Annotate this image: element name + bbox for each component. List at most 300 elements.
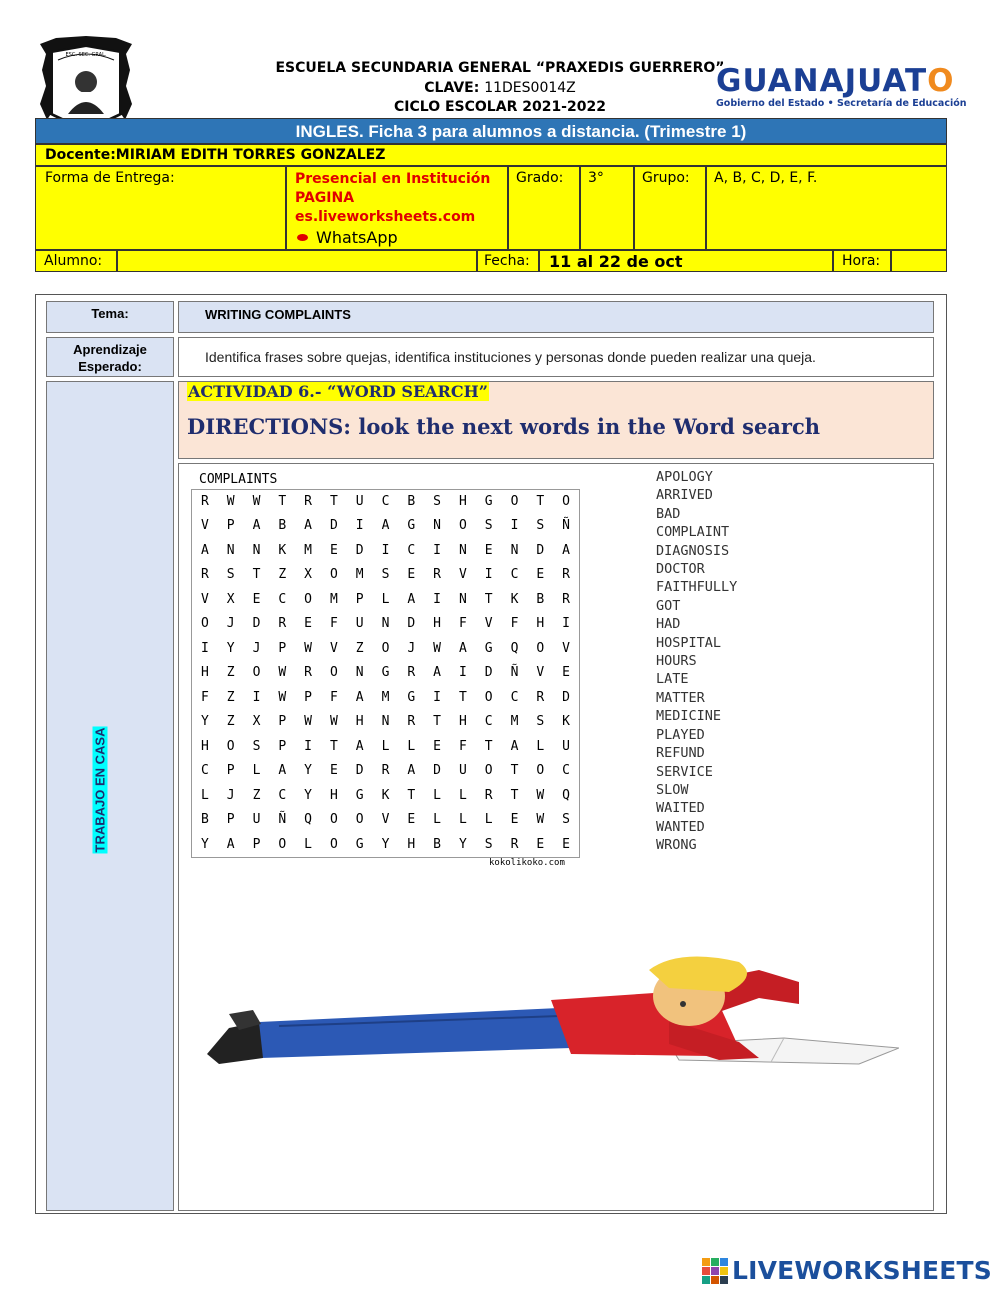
word-search-letter[interactable]: E	[407, 812, 416, 828]
word-search-letter[interactable]: O	[355, 812, 364, 828]
word-search-letter[interactable]: C	[407, 542, 416, 558]
word-search-letter[interactable]: T	[536, 494, 545, 509]
word-search-credit: kokolikoko.com	[489, 858, 565, 868]
word-search-letter[interactable]: V	[484, 616, 493, 632]
word-search-letter[interactable]: C	[381, 494, 390, 509]
word-search-letter[interactable]: P	[226, 518, 235, 534]
trabajo-vertical-label	[90, 715, 110, 865]
word-search-letter[interactable]: O	[226, 738, 235, 754]
word-search-letter[interactable]: B	[200, 812, 209, 828]
word-search-letter[interactable]: R	[510, 836, 519, 852]
word-search-letter[interactable]: A	[200, 542, 209, 558]
word-search-letter[interactable]: A	[252, 518, 261, 534]
grupo-value: A, B, C, D, E, F.	[714, 170, 818, 186]
word-search-letter[interactable]: B	[407, 494, 416, 509]
word-search-letter[interactable]: P	[355, 591, 364, 607]
forma-presencial: Presencial en Institución	[295, 171, 491, 187]
word-search-letter[interactable]: S	[226, 567, 235, 583]
word-search-letter[interactable]: F	[458, 616, 467, 632]
word-search-letter[interactable]: A	[355, 738, 364, 754]
word-search-letter[interactable]: R	[304, 665, 312, 681]
word-search-letter[interactable]: H	[200, 738, 209, 754]
word-search-letter[interactable]: U	[355, 616, 364, 632]
word-search-letter[interactable]: W	[536, 812, 545, 828]
word-search-letter[interactable]: D	[252, 616, 261, 632]
trabajo-label: TRABAJO EN CASA	[92, 727, 108, 853]
word-search-letter[interactable]: H	[536, 616, 545, 632]
word-search-letter[interactable]: W	[278, 665, 287, 681]
word-list-item: REFUND	[656, 745, 705, 762]
grado-value-cell	[580, 166, 634, 250]
word-list-item: DIAGNOSIS	[656, 542, 730, 559]
word-search-letter[interactable]: W	[329, 714, 338, 730]
word-search-letter[interactable]: P	[278, 714, 287, 730]
word-list-item: HAD	[656, 616, 681, 633]
word-search-letter[interactable]: L	[407, 738, 416, 754]
guanajuato-logo-subtitle: Gobierno del Estado • Secretaría de Educación	[716, 98, 967, 109]
activity-table	[35, 294, 947, 1214]
word-search-letter[interactable]: N	[381, 714, 390, 730]
hora-label: Hora:	[842, 253, 881, 269]
activity-banner: INGLES. Ficha 3 para alumnos a distancia. (Trimestre 1)	[35, 118, 947, 144]
word-search-letter[interactable]: L	[433, 812, 441, 828]
word-search-letter[interactable]: M	[381, 689, 390, 705]
word-search-letter[interactable]: C	[200, 763, 209, 779]
word-search-letter[interactable]: R	[407, 714, 416, 730]
word-search-letter[interactable]: B	[536, 591, 545, 607]
word-search-letter[interactable]: T	[278, 494, 287, 509]
word-search-letter[interactable]: E	[407, 567, 416, 583]
word-search-letter[interactable]: T	[510, 787, 519, 803]
word-search-letter[interactable]: B	[433, 836, 441, 852]
word-search-letter[interactable]: F	[329, 616, 338, 632]
aprendizaje-label	[47, 341, 173, 375]
word-search-letter[interactable]: L	[304, 836, 312, 852]
word-search-letter[interactable]: S	[484, 836, 493, 852]
word-search-letter[interactable]: Q	[510, 640, 519, 656]
word-search-letter[interactable]: U	[252, 812, 261, 828]
grupo-value-cell	[706, 166, 947, 250]
word-search-letter[interactable]: V	[329, 640, 338, 656]
aprendizaje-value: Identifica frases sobre quejas, identifica instituciones y personas donde pueden realizar una queja.	[205, 349, 816, 365]
word-list-item: COMPLAINT	[656, 524, 730, 541]
word-search-letter[interactable]: K	[278, 542, 287, 558]
liveworksheets-logo	[702, 1256, 992, 1285]
word-search-letter[interactable]: R	[484, 787, 493, 803]
word-search-letter[interactable]: N	[458, 542, 467, 558]
word-search-letter[interactable]: P	[278, 738, 287, 754]
word-search-letter[interactable]: V	[562, 640, 570, 656]
forma-pagina: PAGINA	[295, 190, 355, 206]
word-search-letter[interactable]: W	[278, 689, 287, 705]
word-list-item: HOSPITAL	[656, 634, 722, 651]
word-search-letter[interactable]: G	[484, 494, 493, 509]
word-search-letter[interactable]: P	[278, 640, 287, 656]
tema-label: Tema:	[91, 306, 129, 321]
word-search-letter[interactable]: P	[226, 812, 235, 828]
word-search-letter[interactable]: D	[433, 763, 441, 779]
word-search-letter[interactable]: L	[433, 787, 441, 803]
word-search-letter[interactable]: H	[200, 665, 209, 681]
word-search-letter[interactable]: J	[252, 640, 261, 656]
forma-label: Forma de Entrega:	[45, 170, 175, 186]
word-search-letter[interactable]: P	[252, 836, 261, 852]
activity-title: ACTIVIDAD 6.- “WORD SEARCH”	[188, 382, 488, 401]
school-clave	[240, 80, 760, 96]
word-search-letter[interactable]: J	[226, 616, 235, 632]
word-search-letter[interactable]: Ñ	[510, 665, 519, 681]
word-search-letter[interactable]: N	[458, 591, 467, 607]
guanajuato-logo-letter: U	[857, 63, 883, 99]
word-search-letter[interactable]: V	[381, 812, 390, 828]
hora-label-cell	[833, 250, 891, 272]
word-search-grid[interactable]	[191, 489, 580, 858]
aprendizaje-value-cell	[178, 337, 934, 377]
tema-value-cell	[178, 301, 934, 333]
word-search-letter[interactable]: C	[510, 689, 519, 705]
word-search-letter[interactable]: R	[562, 591, 570, 607]
word-search-letter[interactable]: Ñ	[562, 518, 570, 534]
word-search-letter[interactable]: K	[381, 787, 390, 803]
word-search-letter[interactable]: L	[458, 812, 467, 828]
grupo-label: Grupo:	[642, 170, 690, 186]
word-search-letter[interactable]: I	[510, 518, 519, 534]
word-search-letter[interactable]: C	[510, 567, 519, 583]
word-search-letter[interactable]: O	[278, 836, 287, 852]
word-search-letter[interactable]: A	[278, 763, 287, 779]
grado-label: Grado:	[516, 170, 564, 186]
word-search-letter[interactable]: A	[355, 689, 364, 705]
activity-directions: DIRECTIONS: look the next words in the Word search	[187, 414, 821, 439]
word-list-item: WRONG	[656, 837, 697, 854]
word-search-letter[interactable]: R	[200, 494, 209, 509]
word-search-letter[interactable]: A	[226, 836, 235, 852]
word-search-letter[interactable]: N	[433, 518, 441, 534]
word-search-letter[interactable]: Z	[252, 787, 261, 803]
word-search-letter[interactable]: L	[252, 763, 261, 779]
word-search-letter[interactable]: S	[536, 714, 545, 730]
word-search-letter[interactable]: W	[536, 787, 545, 803]
guanajuato-logo-letter: J	[844, 63, 858, 99]
word-search-letter[interactable]: I	[458, 665, 467, 681]
word-search-letter[interactable]: I	[433, 542, 441, 558]
word-search-letter[interactable]: L	[536, 738, 545, 754]
word-search-letter[interactable]: O	[381, 640, 390, 656]
word-search-letter[interactable]: C	[562, 763, 570, 779]
word-list-item: HOURS	[656, 653, 697, 670]
word-search-letter[interactable]: V	[200, 518, 209, 534]
word-search-letter[interactable]: O	[484, 689, 493, 705]
word-search-letter[interactable]: O	[458, 518, 467, 534]
word-search-letter[interactable]: V	[458, 567, 467, 583]
word-search-letter[interactable]: Y	[304, 763, 312, 779]
word-search-letter[interactable]: H	[458, 494, 467, 509]
word-search-letter[interactable]: H	[329, 787, 338, 803]
word-search-letter[interactable]: O	[329, 812, 338, 828]
word-search-letter[interactable]: E	[562, 665, 570, 681]
word-search-letter[interactable]: O	[562, 494, 570, 509]
word-search-letter[interactable]: R	[304, 494, 312, 509]
word-search-letter[interactable]: O	[304, 591, 312, 607]
activity-header-cell	[178, 381, 934, 459]
word-search-letter[interactable]: G	[407, 518, 416, 534]
word-search-letter[interactable]: N	[381, 616, 390, 632]
word-search-letter[interactable]: X	[304, 567, 312, 583]
word-search-letter[interactable]: G	[355, 836, 364, 852]
word-list-item: WAITED	[656, 800, 705, 817]
word-search-letter[interactable]: L	[381, 591, 390, 607]
forma-values-cell	[286, 166, 508, 250]
alumno-field[interactable]	[117, 250, 477, 272]
tema-label-cell	[46, 301, 174, 333]
word-search-letter[interactable]: M	[304, 542, 312, 558]
word-search-letter[interactable]: T	[329, 738, 338, 754]
word-search-letter[interactable]: W	[433, 640, 441, 656]
word-search-letter[interactable]: E	[329, 763, 338, 779]
word-search-letter[interactable]: U	[458, 763, 467, 779]
word-search-letter[interactable]: Y	[200, 836, 209, 852]
word-search-letter[interactable]: J	[226, 787, 235, 803]
word-list-item: WANTED	[656, 818, 705, 835]
alumno-label-cell	[35, 250, 117, 272]
word-search-letter[interactable]: W	[226, 494, 235, 509]
liveworksheets-brand: LIVEWORKSHEETS	[731, 1256, 992, 1285]
word-search-letter[interactable]: O	[329, 567, 338, 583]
word-search-letter[interactable]: Y	[200, 714, 209, 730]
guanajuato-logo	[716, 63, 967, 109]
word-search-letter[interactable]: Q	[562, 787, 570, 803]
aprendizaje-label-line2: Esperado:	[78, 359, 142, 374]
word-search-letter[interactable]: O	[252, 665, 261, 681]
word-search-letter[interactable]: Q	[304, 812, 312, 828]
word-search-letter[interactable]: T	[484, 591, 493, 607]
word-search-letter[interactable]: K	[510, 591, 519, 607]
word-search-letter[interactable]: V	[536, 665, 545, 681]
word-search-letter[interactable]: T	[510, 763, 519, 779]
word-list-item: SERVICE	[656, 763, 713, 780]
activity-content-cell	[178, 463, 934, 1211]
word-search-letter[interactable]: J	[407, 640, 416, 656]
word-search-letter[interactable]: E	[252, 591, 261, 607]
word-search-letter[interactable]: E	[536, 567, 545, 583]
word-search-letter[interactable]: V	[200, 591, 209, 607]
word-search-letter[interactable]: S	[536, 518, 545, 534]
word-search-letter[interactable]: I	[562, 616, 570, 632]
word-search-letter[interactable]: L	[381, 738, 390, 754]
word-search-letter[interactable]: E	[329, 542, 338, 558]
word-search-letter[interactable]: B	[278, 518, 287, 534]
word-search-letter[interactable]: I	[252, 689, 261, 705]
word-search-letter[interactable]: A	[433, 665, 441, 681]
word-list-item: APOLOGY	[656, 469, 713, 485]
word-search-letter[interactable]: O	[484, 763, 493, 779]
word-search-letter[interactable]: S	[252, 738, 261, 754]
word-search-letter[interactable]: U	[562, 738, 570, 754]
guanajuato-logo-letter: G	[716, 63, 743, 99]
word-search-letter[interactable]: P	[304, 689, 312, 705]
word-search-letter[interactable]: D	[484, 665, 493, 681]
word-search-letter[interactable]: K	[562, 714, 570, 730]
word-search-letter[interactable]: T	[484, 738, 493, 754]
word-search-letter[interactable]: P	[226, 763, 235, 779]
tema-value: WRITING COMPLAINTS	[205, 307, 351, 322]
word-search-letter[interactable]: W	[252, 494, 261, 509]
forma-label-cell	[35, 166, 286, 250]
word-search-letter[interactable]: U	[355, 494, 364, 509]
word-search-letter[interactable]: N	[252, 542, 261, 558]
word-search-letter[interactable]: W	[304, 640, 312, 656]
word-search-letter[interactable]: Ñ	[278, 812, 287, 828]
word-list-item: FAITHFULLY	[656, 579, 738, 596]
word-search-letter[interactable]: C	[278, 787, 287, 803]
guanajuato-logo-letter: U	[742, 63, 768, 99]
word-search-letter[interactable]: A	[458, 640, 467, 656]
word-search-letter[interactable]: L	[484, 812, 493, 828]
word-search-letter[interactable]: I	[200, 640, 209, 656]
word-search-letter[interactable]: Z	[278, 567, 287, 583]
grupo-label-cell	[634, 166, 706, 250]
word-search-letter[interactable]: E	[562, 836, 570, 852]
word-search-letter[interactable]: R	[200, 567, 209, 583]
word-search-letter[interactable]: D	[329, 518, 338, 534]
word-search-letter[interactable]: X	[226, 591, 235, 607]
word-search-letter[interactable]: R	[407, 665, 416, 681]
guanajuato-logo-letter: O	[927, 63, 955, 99]
word-search-letter[interactable]: R	[433, 567, 441, 583]
word-search-letter[interactable]: I	[433, 591, 441, 607]
word-search-letter[interactable]: A	[407, 763, 416, 779]
word-search-letter[interactable]: H	[355, 714, 364, 730]
word-search-letter[interactable]: G	[484, 640, 493, 656]
word-list-item: GOT	[656, 597, 681, 614]
guanajuato-logo-letter: A	[819, 63, 845, 99]
word-search-letter[interactable]: O	[329, 836, 338, 852]
word-search-letter[interactable]: G	[355, 787, 364, 803]
word-search-letter[interactable]: T	[252, 567, 261, 583]
aprendizaje-label-line1: Aprendizaje	[73, 342, 147, 357]
word-search-letter[interactable]: A	[381, 518, 390, 534]
word-search-letter[interactable]: T	[458, 689, 467, 705]
word-search-letter[interactable]: E	[510, 812, 519, 828]
whatsapp-row	[297, 228, 398, 247]
word-search-letter[interactable]: N	[510, 542, 519, 558]
word-search-letter[interactable]: O	[200, 616, 209, 632]
word-search-letter[interactable]: D	[407, 616, 416, 632]
word-search-letter[interactable]: D	[536, 542, 545, 558]
word-search-letter[interactable]: W	[304, 714, 312, 730]
school-cycle: CICLO ESCOLAR 2021-2022	[394, 99, 606, 115]
word-search-letter[interactable]: I	[355, 518, 364, 534]
word-search-letter[interactable]: Z	[355, 640, 364, 656]
word-search-letter[interactable]: Z	[226, 689, 235, 705]
word-search-letter[interactable]: L	[458, 787, 467, 803]
word-search-letter[interactable]: Y	[458, 836, 467, 852]
word-search-letter[interactable]: E	[433, 738, 441, 754]
word-list-item: ARRIVED	[656, 487, 713, 504]
word-search-letter[interactable]: D	[562, 689, 570, 705]
word-search-letter[interactable]: Y	[226, 640, 235, 656]
word-search-letter[interactable]: O	[536, 640, 545, 656]
word-search-letter[interactable]: F	[329, 689, 338, 705]
word-search-letter[interactable]: E	[484, 542, 493, 558]
word-search-letter[interactable]: F	[200, 689, 209, 705]
liveworksheets-icon	[702, 1258, 728, 1284]
docente-name: Docente:MIRIAM EDITH TORRES GONZALEZ	[45, 147, 386, 163]
grado-value: 3°	[588, 170, 604, 186]
word-search-letter[interactable]: M	[329, 591, 338, 607]
word-list-item: BAD	[656, 505, 681, 522]
word-search-letter[interactable]: H	[433, 616, 441, 632]
word-search-letter[interactable]: T	[407, 787, 416, 803]
word-search-letter[interactable]: O	[329, 665, 338, 681]
word-search-letter[interactable]: X	[252, 714, 261, 730]
word-search-letter[interactable]: S	[381, 567, 390, 583]
word-search-letter[interactable]: Y	[304, 787, 312, 803]
word-search-letter[interactable]: A	[304, 518, 312, 534]
word-search-letter[interactable]: D	[355, 763, 364, 779]
word-search-letter[interactable]: I	[304, 738, 312, 754]
info-table	[35, 118, 947, 272]
word-search-letter[interactable]: N	[226, 542, 235, 558]
word-search-letter[interactable]: F	[510, 616, 519, 632]
word-search-letter[interactable]: A	[407, 591, 416, 607]
word-search-letter[interactable]: M	[355, 567, 364, 583]
word-search-letter[interactable]: N	[355, 665, 364, 681]
aprendizaje-label-cell	[46, 337, 174, 377]
word-search-letter[interactable]: I	[433, 689, 441, 705]
word-search-letter[interactable]: S	[484, 518, 493, 534]
word-search-letter[interactable]: E	[536, 836, 545, 852]
bullet-icon	[297, 234, 308, 241]
word-search-letter[interactable]: F	[458, 738, 467, 754]
word-search-letter[interactable]: O	[510, 494, 519, 509]
word-search-letter[interactable]: R	[562, 567, 570, 583]
word-search-letter[interactable]: G	[407, 689, 416, 705]
fecha-value: 11 al 22 de oct	[549, 252, 683, 271]
word-search-letter[interactable]: M	[510, 714, 519, 730]
word-search-letter[interactable]: S	[433, 494, 441, 509]
word-search-letter[interactable]: C	[484, 714, 493, 730]
word-search-letter[interactable]: C	[278, 591, 287, 607]
word-search-letter[interactable]: R	[278, 616, 287, 632]
word-search-letter[interactable]: T	[329, 494, 338, 509]
word-search-letter[interactable]: R	[381, 763, 390, 779]
word-search-letter[interactable]: O	[536, 763, 545, 779]
guanajuato-logo-letter: A	[767, 63, 793, 99]
word-search-letter[interactable]: Y	[381, 836, 390, 852]
word-list-item: MEDICINE	[656, 708, 722, 725]
boy-reading-illustration	[199, 952, 899, 1082]
word-search-letter[interactable]: A	[510, 738, 519, 754]
word-search-letter[interactable]: D	[355, 542, 364, 558]
hora-field[interactable]	[891, 250, 947, 272]
word-search-letter[interactable]: S	[562, 812, 570, 828]
word-search-letter[interactable]: E	[304, 616, 312, 632]
word-search-letter[interactable]: A	[562, 542, 570, 558]
word-search-letter[interactable]: I	[381, 542, 390, 558]
word-search-letter[interactable]: Z	[226, 714, 235, 730]
word-search-letter[interactable]: G	[381, 665, 390, 681]
word-search-letter[interactable]: H	[458, 714, 467, 730]
word-search-letter[interactable]: I	[484, 567, 493, 583]
word-list	[656, 468, 737, 855]
word-search-letter[interactable]: H	[407, 836, 416, 852]
fecha-label: Fecha:	[484, 253, 530, 269]
word-search-letter[interactable]: Z	[226, 665, 235, 681]
word-search-letter[interactable]: T	[433, 714, 441, 730]
word-search-letter[interactable]: L	[200, 787, 209, 803]
word-search-letter[interactable]: R	[536, 689, 545, 705]
